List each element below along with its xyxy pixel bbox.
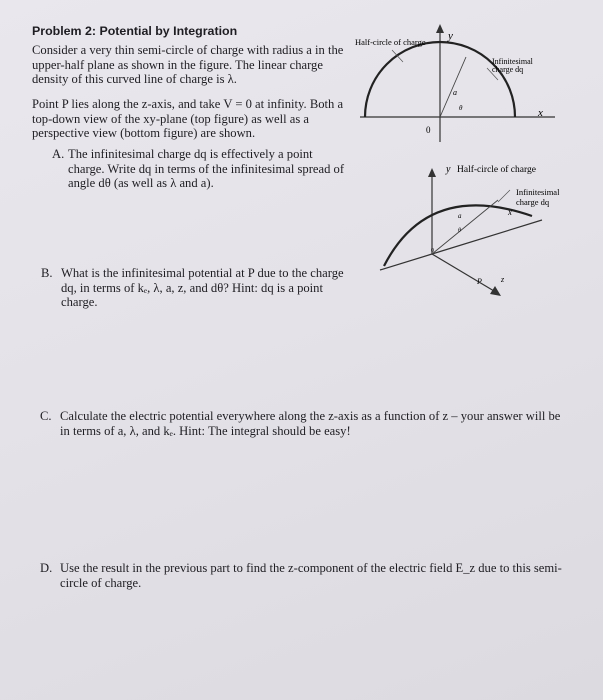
persp-radius-line	[432, 200, 498, 254]
top-label-y: y	[448, 30, 453, 42]
problem-title: Problem 2: Potential by Integration	[32, 24, 238, 38]
persp-label-x: x	[508, 207, 512, 217]
figure-top-down-view	[350, 22, 580, 147]
persp-label-p: P	[477, 277, 482, 286]
persp-label-y: y	[446, 164, 451, 175]
problem-intro: Consider a very thin semi-circle of charge with radius a in the upper-half plane as shown in the figure. The linear charge density of this curved line of charge is λ.	[32, 43, 344, 87]
top-label-halfcircle: Half-circle of charge	[355, 37, 426, 47]
question-b-label: B.	[41, 266, 53, 280]
top-label-infinitesimal: Infinitesimal	[492, 57, 533, 66]
question-a-text: The infinitesimal charge dq is effectively a point charge. Write dq in terms of the infinitesimal spread of angle dθ (as well as λ and a).	[68, 147, 345, 191]
persp-label-halfcircle: Half-circle of charge	[457, 165, 536, 175]
top-label-x: x	[538, 107, 543, 119]
persp-y-arrow	[428, 168, 436, 177]
top-label-theta: θ	[459, 104, 463, 112]
persp-x-axis	[380, 254, 432, 270]
top-y-arrow	[436, 24, 444, 33]
persp-label-charge: charge dq	[516, 197, 550, 207]
question-c-label: C.	[40, 409, 52, 423]
figure-perspective-view	[370, 158, 585, 306]
question-b-text: What is the infinitesimal potential at P due to the charge dq, in terms of kₑ, λ, a, z, and dθ? Hint: dq is a point charge.	[61, 266, 344, 310]
question-a-label: A.	[52, 147, 65, 161]
top-label-charge: charge dq	[492, 65, 524, 74]
top-label-a: a	[453, 88, 457, 97]
persp-label-infinitesimal: Infinitesimal	[516, 187, 560, 197]
question-d-text: Use the result in the previous part to find the z-component of the electric field E_z due to this semi-circle of charge.	[60, 561, 562, 590]
persp-label-z: z	[501, 275, 505, 284]
persp-x-axis-right	[432, 220, 542, 254]
persp-label-origin: 0	[431, 248, 434, 254]
question-d-label: D.	[40, 561, 53, 575]
persp-label-theta: θ	[458, 228, 461, 234]
question-c-text: Calculate the electric potential everywhere along the z-axis as a function of z – your answer will be in terms of a, λ, and kₑ. Hint: The integral should be easy!	[60, 409, 561, 438]
top-label-origin: 0	[426, 125, 431, 135]
persp-z-axis	[432, 254, 494, 291]
persp-dq-pointer	[498, 190, 510, 202]
persp-z-arrow	[490, 286, 501, 296]
persp-label-a: a	[458, 212, 462, 220]
problem-setup: Point P lies along the z-axis, and take V = 0 at infinity. Both a top-down view of the xy-plane (top figure) as well as a perspective view (bottom figure) are shown.	[32, 97, 344, 141]
